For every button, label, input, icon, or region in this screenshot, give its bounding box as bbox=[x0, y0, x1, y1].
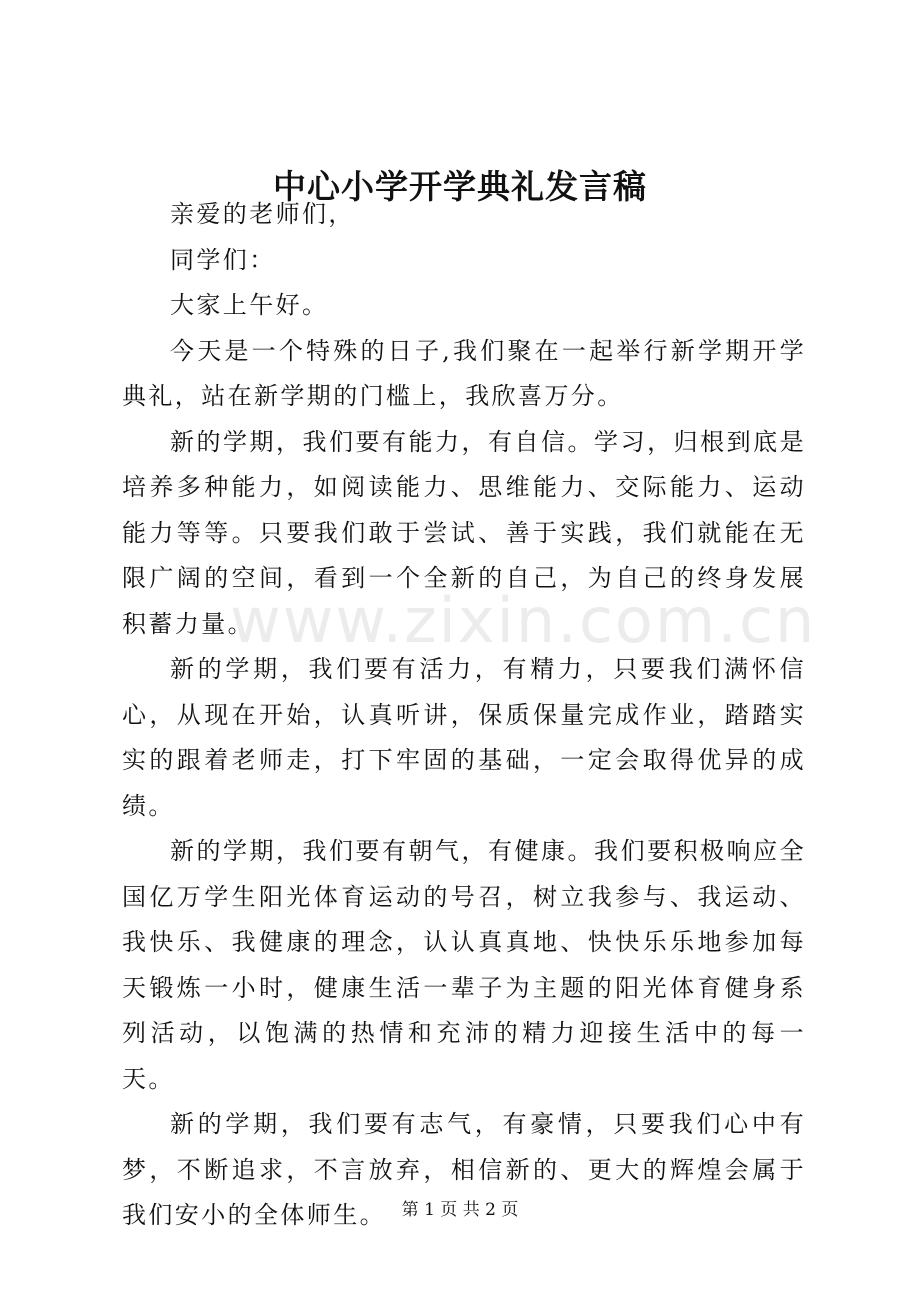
greeting-line-3: 大家上午好。 bbox=[170, 291, 329, 319]
body-paragraph: 新的学期，我们要有活力，有精力，只要我们满怀信心，从现在开始，认真听讲，保质保量完成作业，踏踏实实的跟着老师走，打下牢固的基础，一定会取得优异的成绩。 bbox=[122, 655, 806, 820]
greeting-line-1: 亲爱的老师们， bbox=[170, 200, 355, 228]
greeting-line-2: 同学们： bbox=[170, 245, 276, 274]
body-paragraph: 新的学期，我们要有志气，有豪情，只要我们心中有梦，不断追求，不言放弃，相信新的、更大的辉煌会属于我们安小的全体师生。 bbox=[122, 1110, 806, 1229]
document-body bbox=[122, 192, 817, 1239]
document-title: 中心小学开学典礼发言稿 bbox=[273, 167, 647, 206]
page-footer: 第 1 页 共 2 页 bbox=[401, 1200, 519, 1220]
body-paragraph: 新的学期，我们要有能力，有自信。学习，归根到底是培养多种能力，如阅读能力、思维能力、交际能力、运动能力等等。只要我们敢于尝试、善于实践，我们就能在无限广阔的空间，看到一个全新的自己，为自己的终身发展积蓄力量。 bbox=[122, 427, 806, 638]
body-paragraph: 今天是一个特殊的日子,我们聚在一起举行新学期开学典礼，站在新学期的门槛上，我欣喜万分。 bbox=[122, 336, 806, 410]
body-paragraph: 新的学期，我们要有朝气，有健康。我们要积极响应全国亿万学生阳光体育运动的号召，树立我参与、我运动、我快乐、我健康的理念，认认真真地、快快乐乐地参加每天锻炼一小时，健康生活一辈子为主题的阳光体育健身系列活动，以饱满的热情和充沛的精力迎接生活中的每一天。 bbox=[122, 837, 806, 1093]
watermark: www.zixin.com.cn bbox=[230, 584, 817, 657]
